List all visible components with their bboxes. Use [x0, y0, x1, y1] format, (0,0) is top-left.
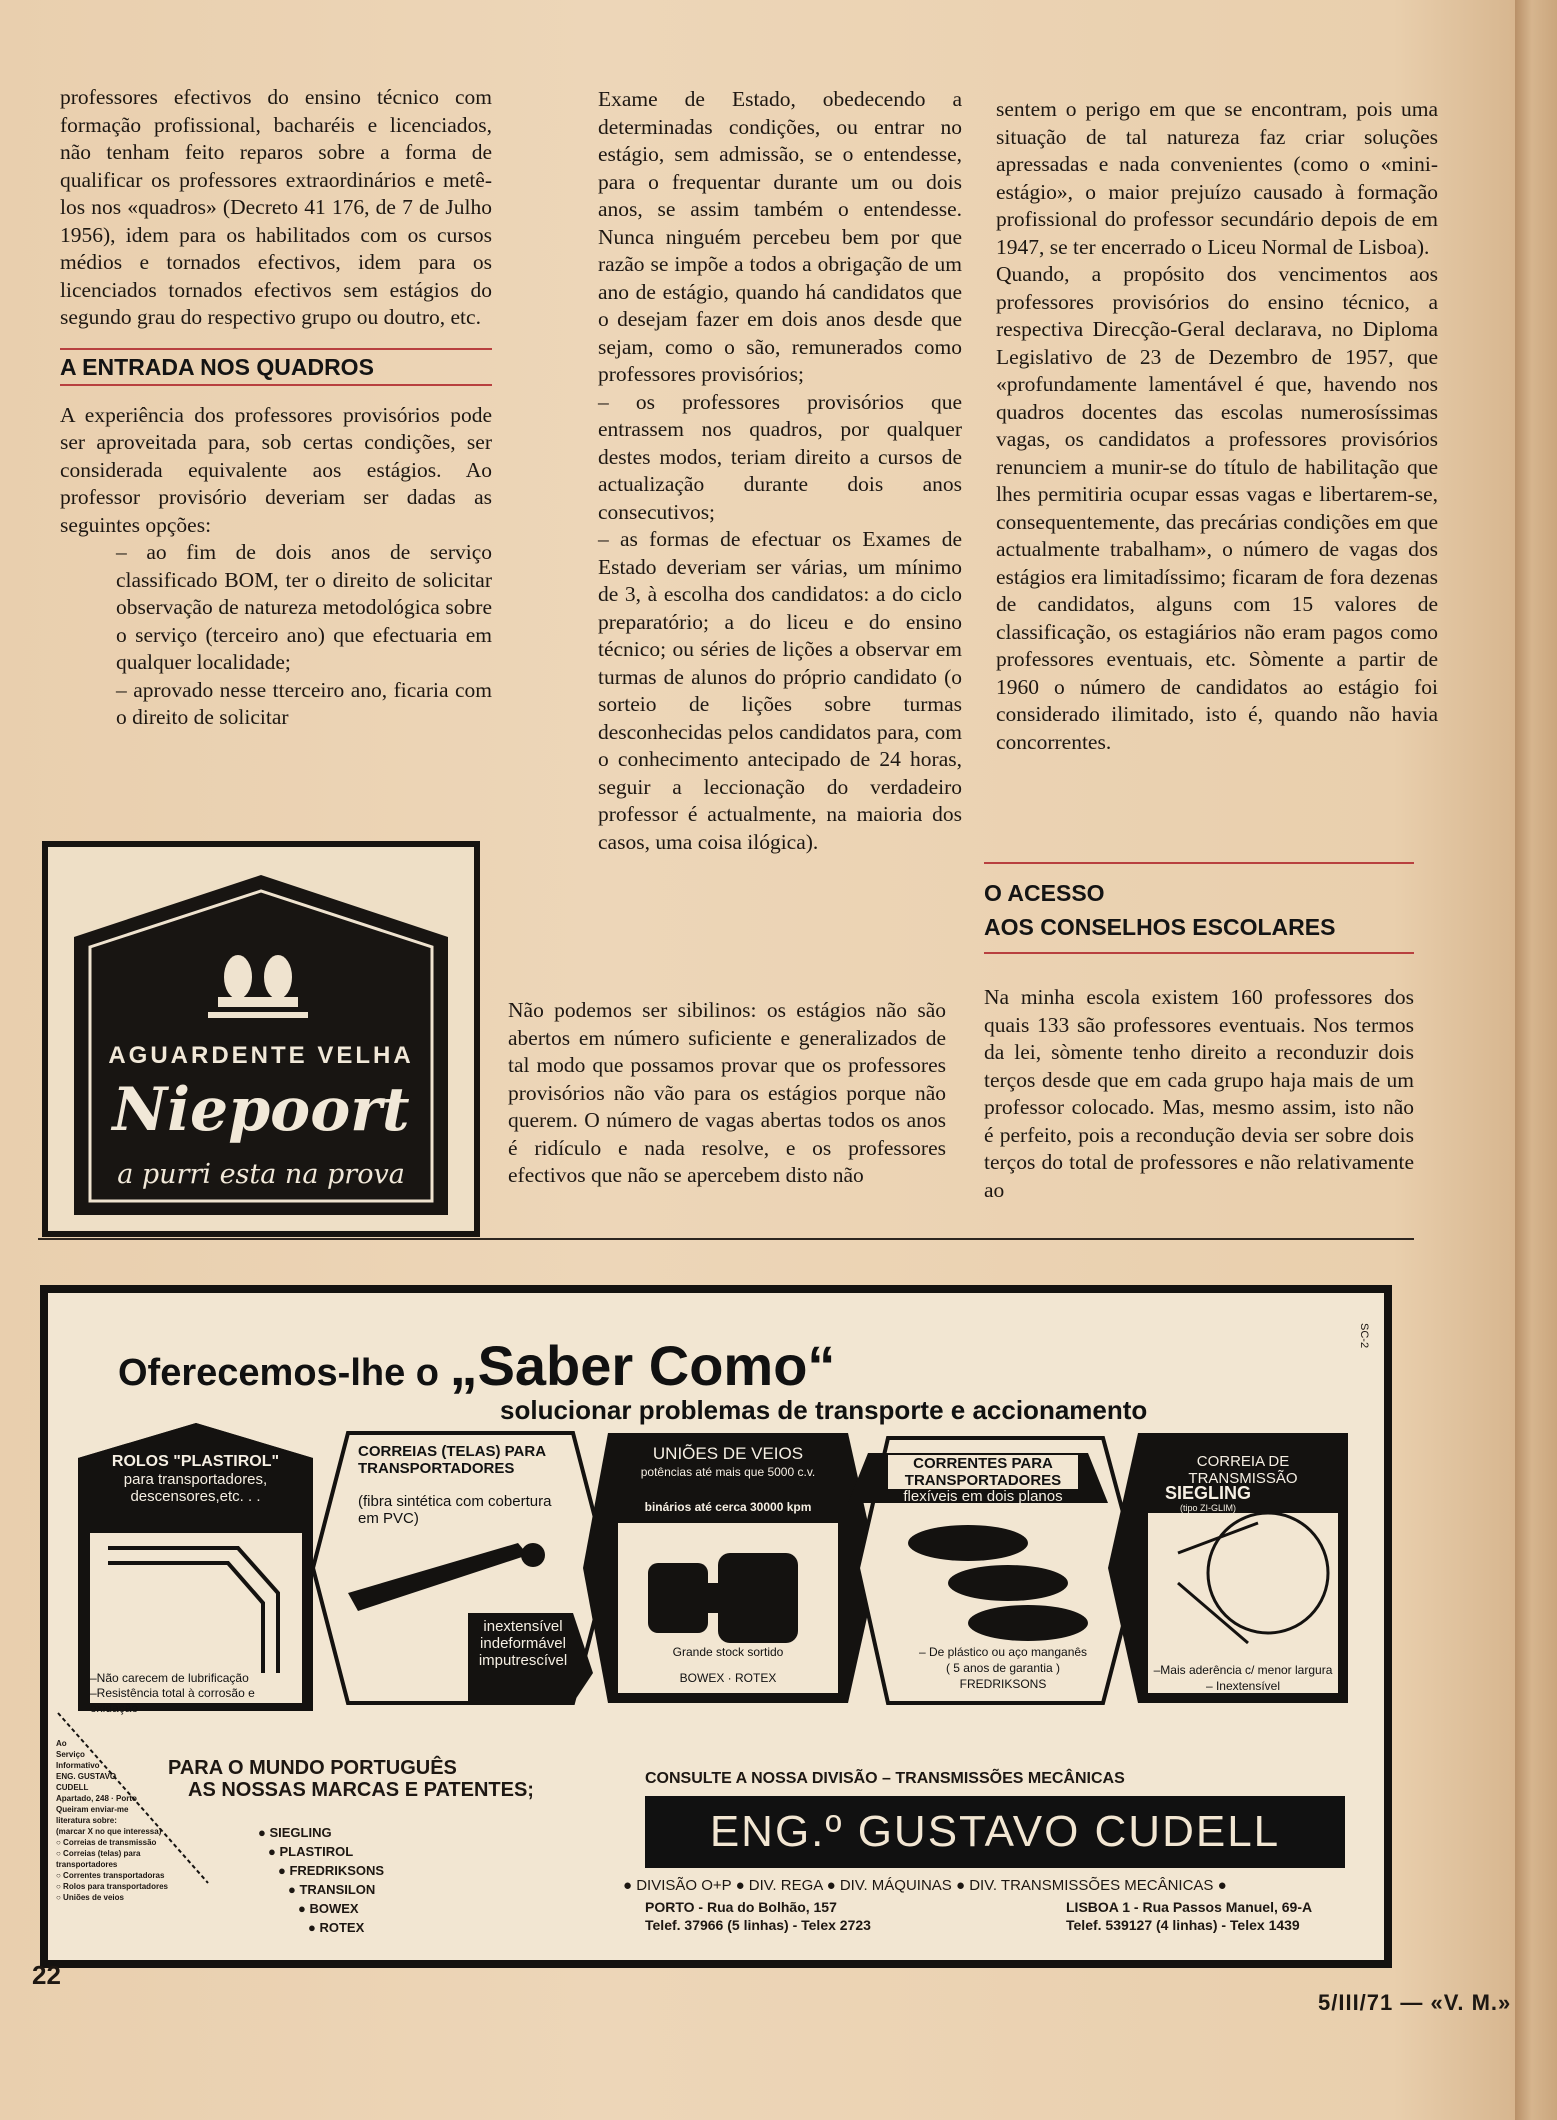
brand-list — [258, 1823, 384, 1937]
issue-footer: 5/III/71 — «V. M.» — [1318, 1990, 1512, 2015]
niepoort-brand: Niepoort — [112, 1075, 410, 1145]
page-number: 22 — [32, 1960, 61, 1990]
column-3 — [996, 96, 1438, 756]
section-heading-acesso: O ACESSO — [984, 880, 1105, 906]
panel3-note-2: BOWEX · ROTEX — [679, 1671, 777, 1685]
cudell-subheadline: solucionar problemas de transporte e accionamento — [500, 1395, 1148, 1425]
cudell-ad — [40, 1285, 1392, 1968]
col1-paragraph-1: professores efectivos do ensino técnico com formação profissional, bacharéis e licenciados, não tenham feito reparos sobre a forma de qualificar os professores extraordinários e metê-los nos «quadros» (Decreto 41 176, de 7 de Julho 1956), idem para os habilitados com os cursos médios e tornados efectivos, idem para os licenciados tornados efectivos sem estágios do segundo grau do respectivo grupo ou doutro, etc. — [60, 85, 492, 329]
col3-paragraph-2: Quando, a propósito dos vencimentos aos professores provisórios do ensino técnico, a respectiva Direcção-Geral declarava, no Diploma Legislativo de 23 de Dezembro de 1957, que «profundamente lamentável é que, havendo nos quadros docentes das escolas numerosíssimas vagas, os candidatos a professores provisórios renunciem a munir-se do título de habilitação que lhes permitiria ocupar essas vagas e libertarem-se, consequentemente, das precárias condições em que actualmente trabalham», o número de vagas dos estágios era limitadíssimo; ficaram de fora dezenas de candidatos, alguns com 15 valores de classificação, os estagiários não eram pagos como professores eventuais, etc. Sòmente a partir de 1960 o número de candidatos ao estágio foi considerado ilimitado, isto é, quando não havia concorrentes. — [996, 262, 1438, 754]
panel1-title: ROLOS "PLASTIROL" — [111, 1453, 280, 1470]
col1-paragraph-2: A experiência dos professores provisórios pode ser aproveitada para, sob certas condições, ser considerada equivalente aos estágios. Ao professor provisório deveriam ser dadas as seguintes opções: — [60, 402, 492, 537]
col2-paragraph-1: Exame de Estado, obedecendo a determinadas condições, ou entrar no estágio, sem admissão, se o entendesse, para o frequentar durante um ou dois anos, se assim também o entendesse. Nunca ninguém percebeu bem por que razão se impõe a todos a obrigação de um ano de estágio, quando há candidatos que o desejam fazer em dois anos desde que sejam, como o são, remunerados como professores provisórios; — [598, 87, 962, 386]
niepoort-slogan: a purri esta na prova — [117, 1159, 405, 1190]
heading-rule-top — [984, 862, 1414, 864]
panel5-brand: SIEGLING — [1164, 1483, 1251, 1503]
panel3-note-1: Grande stock sortido — [672, 1645, 784, 1659]
panel2-title: CORREIAS (TELAS) PARA TRANSPORTADORES — [358, 1443, 546, 1477]
panel5-title: CORREIA DE TRANSMISSÃO — [1188, 1453, 1298, 1487]
panel4-note-1: – De plástico ou aço manganês — [918, 1645, 1088, 1659]
brand-item: ● SIEGLING — [258, 1823, 384, 1842]
brand-item: ● ROTEX — [308, 1918, 384, 1937]
section-heading-entrada: A ENTRADA NOS QUADROS — [60, 353, 374, 380]
col1-option-1: – ao fim de dois anos de serviço classificado BOM, ter o direito de solicitar observação de natureza metodológica sobre o serviço (terceiro ano) que efectuaria em qualquer localidade; — [116, 540, 492, 674]
col1-option-2: – aprovado nesse tterceiro ano, ficaria com o direito de solicitar — [116, 677, 492, 729]
page-edge — [1515, 0, 1557, 2120]
panel5-note-1: –Mais aderência c/ menor largura — [1153, 1663, 1333, 1677]
panel3-subtitle-2: binários até cerca 30000 kpm — [644, 1500, 812, 1514]
brand-item: ● PLASTIROL — [268, 1842, 384, 1861]
panel3-title: UNIÕES DE VEIOS — [652, 1444, 804, 1463]
column-2 — [598, 86, 962, 856]
heading-rule-bottom — [984, 952, 1414, 954]
panel5-note-2: – Inextensível — [1205, 1679, 1281, 1693]
brand-item: ● TRANSILON — [288, 1880, 384, 1899]
col2-paragraph-2: Não podemos ser sibilinos: os estágios não são abertos em número suficiente e generalizados de tal modo que possamos provar que os professores provisórios não vão para os estágios porque não querem. O número de vagas abertas todos os anos é ridículo e nada resolve, e os professores efectivos que não se apercebem disto não — [508, 998, 946, 1187]
ad-code: SC-2 — [1358, 1323, 1370, 1349]
shaft-coupling-icon — [648, 1553, 798, 1643]
panel1-note-2: –Resistência total à corrosão e oxidação — [90, 1686, 255, 1715]
panel1-note-1: –Não carecem de lubrificação — [90, 1671, 249, 1685]
porto-address: PORTO - Rua do Bolhão, 157 Telef. 37966 (5 linhas) - Telex 2723 — [645, 1899, 871, 1933]
panel4-subtitle: flexíveis em dois planos — [903, 1488, 1063, 1505]
mundo-heading: PARA O MUNDO PORTUGUÊS AS NOSSAS MARCAS E PATENTES; — [168, 1757, 534, 1801]
divisions-line: ● DIVISÃO O+P ● DIV. REGA ● DIV. MÁQUINAS ● DIV. TRANSMISSÕES MECÂNICAS ● — [623, 1877, 1227, 1894]
niepoort-ad — [42, 841, 480, 1237]
column-2-lower — [508, 997, 946, 1190]
heading-rule-bottom — [60, 384, 492, 386]
panel3-subtitle-1: potências até mais que 5000 c.v. — [640, 1465, 816, 1479]
panel4-note-3: FREDRIKSONS — [959, 1677, 1047, 1691]
panel1-subtitle: para transportadores, descensores,etc. . . — [123, 1471, 268, 1505]
col2-option-1: – os professores provisórios que entrassem nos quadros, por qualquer destes modos, teriam direito a cursos de actualização durante dois anos consecutivos; — [598, 389, 962, 524]
information-coupon[interactable]: Ao Serviço Informativo ENG. GUSTAVO CUDELL Apartado, 248 · Porto Queiram enviar-me literatura sobre: (marcar X no que interessa) ○ Correias de transmissão ○ Correias (telas) para transportadores ○ Correntes transportadoras ○ Rolos para transportadores ○ Uniões de veios — [56, 1739, 168, 1902]
panel2-subtitle: (fibra sintética com cobertura em PVC) — [358, 1493, 552, 1527]
brand-item: ● BOWEX — [298, 1899, 384, 1918]
column-1 — [60, 84, 492, 732]
panel5-brand-sub: (tipo ZI-GLIM) — [1179, 1503, 1236, 1513]
section-heading-conselhos: AOS CONSELHOS ESCOLARES — [984, 914, 1336, 940]
company-name-bar: ENG.º GUSTAVO CUDELL — [645, 1796, 1345, 1868]
cudell-headline: Oferecemos-lhe o „Saber Como“ — [118, 1334, 836, 1397]
col3-paragraph-1: sentem o perigo em que se encontram, pois uma situação de tal natureza faz criar soluções apressadas e nada convenientes (como o «mini-estágio», o maior prejuízo causado à formação profissional do professor secundário depois de em 1947, se ter encerrado o Liceu Normal de Lisboa). — [996, 97, 1438, 259]
consulte-line: CONSULTE A NOSSA DIVISÃO – TRANSMISSÕES MECÂNICAS — [645, 1770, 1125, 1787]
niepoort-subtitle: AGUARDENTE VELHA — [108, 1042, 414, 1069]
panel4-note-2: ( 5 anos de garantia ) — [945, 1661, 1061, 1675]
column-3-lower — [984, 862, 1414, 1204]
panel2-note: inextensível indeformável imputrescível — [478, 1618, 568, 1669]
brand-item: ● FREDRIKSONS — [278, 1861, 384, 1880]
panel4-title: CORRENTES PARA TRANSPORTADORES — [888, 1455, 1078, 1489]
col2-option-2: – as formas de efectuar os Exames de Estado deveriam ser várias, um mínimo de 3, à escolha dos candidatos: a do ciclo preparatório; a do liceu e do ensino técnico; ou séries de lições a observar em turmas de alunos do próprio candidato (o sorteio de lições sobre turmas desconhecidas pelos candidatos para, com o conhecimento antecipado de 24 horas, seguir a leccionação do verdadeiro professor é actualmente, na maioria dos casos, uma coisa ilógica). — [598, 527, 962, 854]
lisboa-address: LISBOA 1 - Rua Passos Manuel, 69-A Telef. 539127 (4 linhas) - Telex 1439 — [1066, 1899, 1313, 1933]
col3-paragraph-3: Na minha escola existem 160 professores dos quais 133 são professores eventuais. Nos termos da lei, sòmente tenho direito a reconduzir dois terços desde que em cada grupo haja mais de um professor colocado. Mas, mesmo assim, isto não é perfeito, pois a recondução devia ser sobre dois terços do total de professores e não relativamente ao — [984, 985, 1414, 1202]
horizontal-divider — [38, 1238, 1414, 1240]
